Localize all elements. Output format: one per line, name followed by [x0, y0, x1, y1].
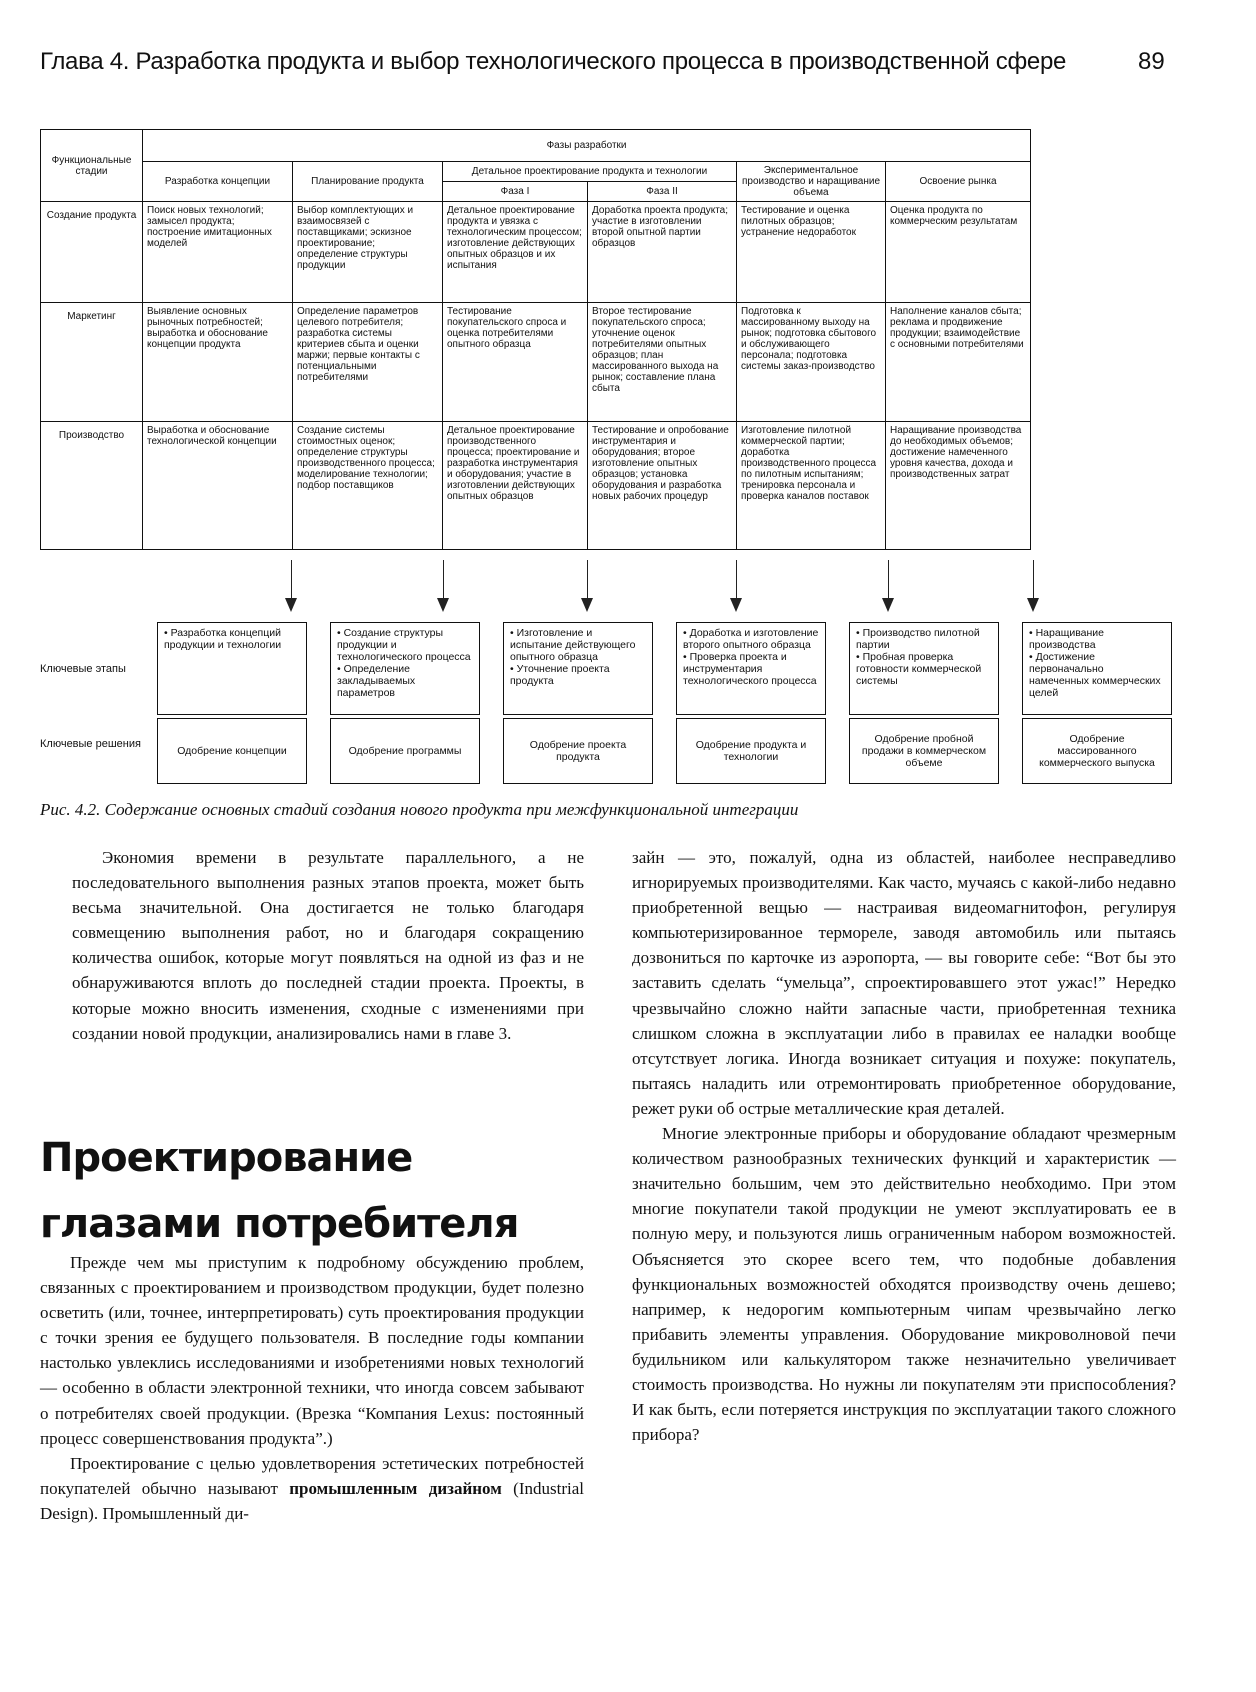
cell-production-planning: Создание системы стоимостных оценок; определение структуры производственного процесса; моделирование технологии; подбор поставщиков: [293, 422, 443, 550]
running-head: Глава 4. Разработка продукта и выбор технологического процесса в производственной сфере: [40, 48, 1067, 75]
page-number: 89: [1138, 48, 1165, 75]
key-stage-5: • Производство пилотной партии • Пробная проверка готовности коммерческой системы: [849, 622, 999, 715]
col-market: Освоение рынка: [886, 162, 1031, 202]
col-phase2: Фаза II: [588, 182, 737, 202]
cell-production-market: Наращивание производства до необходимых объемов; достижение намеченного уровня качества, дохода и производственных затрат: [886, 422, 1031, 550]
arrow-line: [888, 560, 889, 600]
arrow-down-icon: [437, 598, 449, 612]
cell-production-phase2: Тестирование и опробование инструментария и оборудования; второе изготовление опытных образцов; установка оборудования и разработка новых рабочих процедур: [588, 422, 737, 550]
cell-marketing-pilot: Подготовка к массированному выходу на рынок; подготовка сбытового и обслуживающего персонала; подготовка системы заказ-производство: [737, 303, 886, 422]
key-decision-6: Одобрение массированного коммерческого выпуска: [1022, 718, 1172, 784]
key-decision-5: Одобрение пробной продажи в коммерческом объеме: [849, 718, 999, 784]
cell-product-pilot: Тестирование и оценка пилотных образцов; устранение недоработок: [737, 202, 886, 303]
cell-production-concept: Выработка и обоснование технологической концепции: [143, 422, 293, 550]
col-pilot: Экспериментальное производство и наращивание объема: [737, 162, 886, 202]
paragraph: Экономия времени в результате параллельного, а не последовательного выполнения разных этапов проекта, может быть весьма значительной. Она достигается не только благодаря совмещению выполнения работ, но и благодаря сокращению количества ошибок, которые могут появляться на одной из фаз и не обнаруживаются вплоть до последней стадии проекта. Проекты, в которые можно вносить изменения, сходные с изменениями при создании новой продукции, анализировались нами в главе 3.: [72, 848, 584, 1043]
cell-product-concept: Поиск новых технологий; замысел продукта; построение имитационных моделей: [143, 202, 293, 303]
corner-label: Функциональные стадии: [41, 130, 143, 202]
arrow-down-icon: [285, 598, 297, 612]
col-phase1: Фаза I: [443, 182, 588, 202]
cell-production-phase1: Детальное проектирование производственного процесса; проектирование и разработка инструментария и оборудования; участие в изготовлении действующих опытных образцов: [443, 422, 588, 550]
arrow-line: [587, 560, 588, 600]
col-detailed: Детальное проектирование продукта и технологии: [443, 162, 737, 182]
arrow-down-icon: [581, 598, 593, 612]
paragraph-start: Проектирование с целью удовлетворения эстетических потребностей покупателей обычно называют: [40, 1453, 584, 1498]
key-stage-6: • Наращивание производства • Достижение первоначально намеченных коммерческих целей: [1022, 622, 1172, 715]
key-stage-3: • Изготовление и испытание действующего опытного образца • Уточнение проекта продукта: [503, 622, 653, 715]
arrow-line: [1033, 560, 1034, 600]
term-industrial-design: промышленным дизайном: [289, 1478, 502, 1498]
key-decision-2: Одобрение программы: [330, 718, 480, 784]
key-stage-4: • Доработка и изготовление второго опытного образца • Проверка проекта и инструментария технологического процесса: [676, 622, 826, 715]
cell-product-phase1: Детальное проектирование продукта и увязка с технологическим процессом; изготовление действующих опытных образцов и их испытания: [443, 202, 588, 303]
cell-product-market: Оценка продукта по коммерческим результатам: [886, 202, 1031, 303]
phases-label: Фазы разработки: [143, 130, 1031, 162]
cell-marketing-market: Наполнение каналов сбыта; реклама и продвижение продукции; взаимодействие с основными потребителями: [886, 303, 1031, 422]
arrow-down-icon: [730, 598, 742, 612]
key-decisions-label: Ключевые решения: [40, 738, 141, 750]
cell-marketing-concept: Выявление основных рыночных потребностей; выработка и обоснование концепции продукта: [143, 303, 293, 422]
key-decision-4: Одобрение продукта и технологии: [676, 718, 826, 784]
key-decision-1: Одобрение концепции: [157, 718, 307, 784]
cell-product-phase2: Доработка проекта продукта; участие в изготовлении второй опытной партии образцов: [588, 202, 737, 303]
cell-marketing-phase2: Второе тестирование покупательского спроса; уточнение оценок потребителями опытных образцов; план массированного выхода на рынок; составление плана сбыта: [588, 303, 737, 422]
cell-production-pilot: Изготовление пилотной коммерческой партии; доработка производственного процесса по пилотным испытаниям; тренировка персонала и проверка каналов поставок: [737, 422, 886, 550]
cell-marketing-phase1: Тестирование покупательского спроса и оценка потребителями опытного образца: [443, 303, 588, 422]
key-stages-label: Ключевые этапы: [40, 663, 126, 675]
arrow-line: [443, 560, 444, 600]
col-concept: Разработка концепции: [143, 162, 293, 202]
paragraph: зайн — это, пожалуй, одна из областей, наиболее несправедливо игнорируемых производителями. Как часто, мучаясь с какой-либо недавно приобретенной вещью — настраивая видеомагнитофон, регулируя компьютеризированное термореле, заводя автомобиль или пытаясь дозвониться по карточке из аэропорта, — вы говорите себе: “Вот бы это заставить сделать “умельца”, спроектировавшего этот ужас!” Нередко чрезвычайно сложно найти запасные части, приобретенная техника слишком сложна в эксплуатации либо в правилах ее наладки вообще отсутствует логика. Иногда возникает ситуация и похуже: покупатель, пытаясь наладить или отремонтировать приобретенное оборудование, режет руки об острые металлические края деталей.: [632, 848, 1176, 1118]
key-stage-2: • Создание структуры продукции и технологического процесса • Определение закладываемых параметров: [330, 622, 480, 715]
key-decision-3: Одобрение проекта продукта: [503, 718, 653, 784]
arrow-down-icon: [1027, 598, 1039, 612]
arrow-line: [291, 560, 292, 600]
left-column-body: [40, 1250, 584, 1526]
cell-product-planning: Выбор комплектующих и взаимосвязей с поставщиками; эскизное проектирование; определение структуры продукции: [293, 202, 443, 303]
key-stage-1: • Разработка концепций продукции и технологии: [157, 622, 307, 715]
paragraph-end: (Industrial Design). Промышленный ди-: [40, 1478, 584, 1523]
development-phases-table: [40, 129, 1031, 550]
arrow-line: [736, 560, 737, 600]
arrow-down-icon: [882, 598, 894, 612]
left-column-intro: [72, 845, 584, 1046]
section-heading: Проектирование глазами потребителя: [40, 1135, 519, 1247]
row-label-production: Производство: [41, 422, 143, 550]
figure-caption: Рис. 4.2. Содержание основных стадий создания нового продукта при межфункциональной интеграции: [40, 800, 799, 819]
col-planning: Планирование продукта: [293, 162, 443, 202]
row-label-product: Создание продукта: [41, 202, 143, 303]
paragraph: Многие электронные приборы и оборудование обладают чрезмерным количеством разнообразных технических функций и характеристик — значительно большим, чем это действительно необходимо. При этом многие покупатели такой продукции не умеют эксплуатировать ее в полную меру, и пользуются лишь ограниченным набором возможностей. Объясняется это скорее всего тем, что подобные добавления функциональных возможностей обходятся производству очень дешево; например, к недорогим компьютерным чипам чрезвычайно легко прибавить элементы управления. Оборудование микроволновой печи будильником или калькулятором также незначительно увеличивает стоимость производства. Но нужны ли покупателям эти приспособления? И как быть, если потеряется инструкция по эксплуатации такого сложного прибора?: [632, 1124, 1176, 1445]
paragraph: [40, 1451, 584, 1526]
row-label-marketing: Маркетинг: [41, 303, 143, 422]
cell-marketing-planning: Определение параметров целевого потребителя; разработка системы критериев сбыта и оценки маржи; первые контакты с потенциальными потребителями: [293, 303, 443, 422]
right-column: [632, 845, 1176, 1447]
paragraph: Прежде чем мы приступим к подробному обсуждению проблем, связанных с проектированием и производством продукции, будет полезно осветить (или, точнее, интерпретировать) суть проектирования продукции с точки зрения ее будущего пользователя. В последние годы компании настолько увлеклись исследованиями и изобретениями новых технологий — особенно в области электронной техники, что иногда совсем забывают о потребителях своей продукции. (Врезка “Компания Lexus: постоянный процесс совершенствования продукта”.): [40, 1253, 584, 1448]
